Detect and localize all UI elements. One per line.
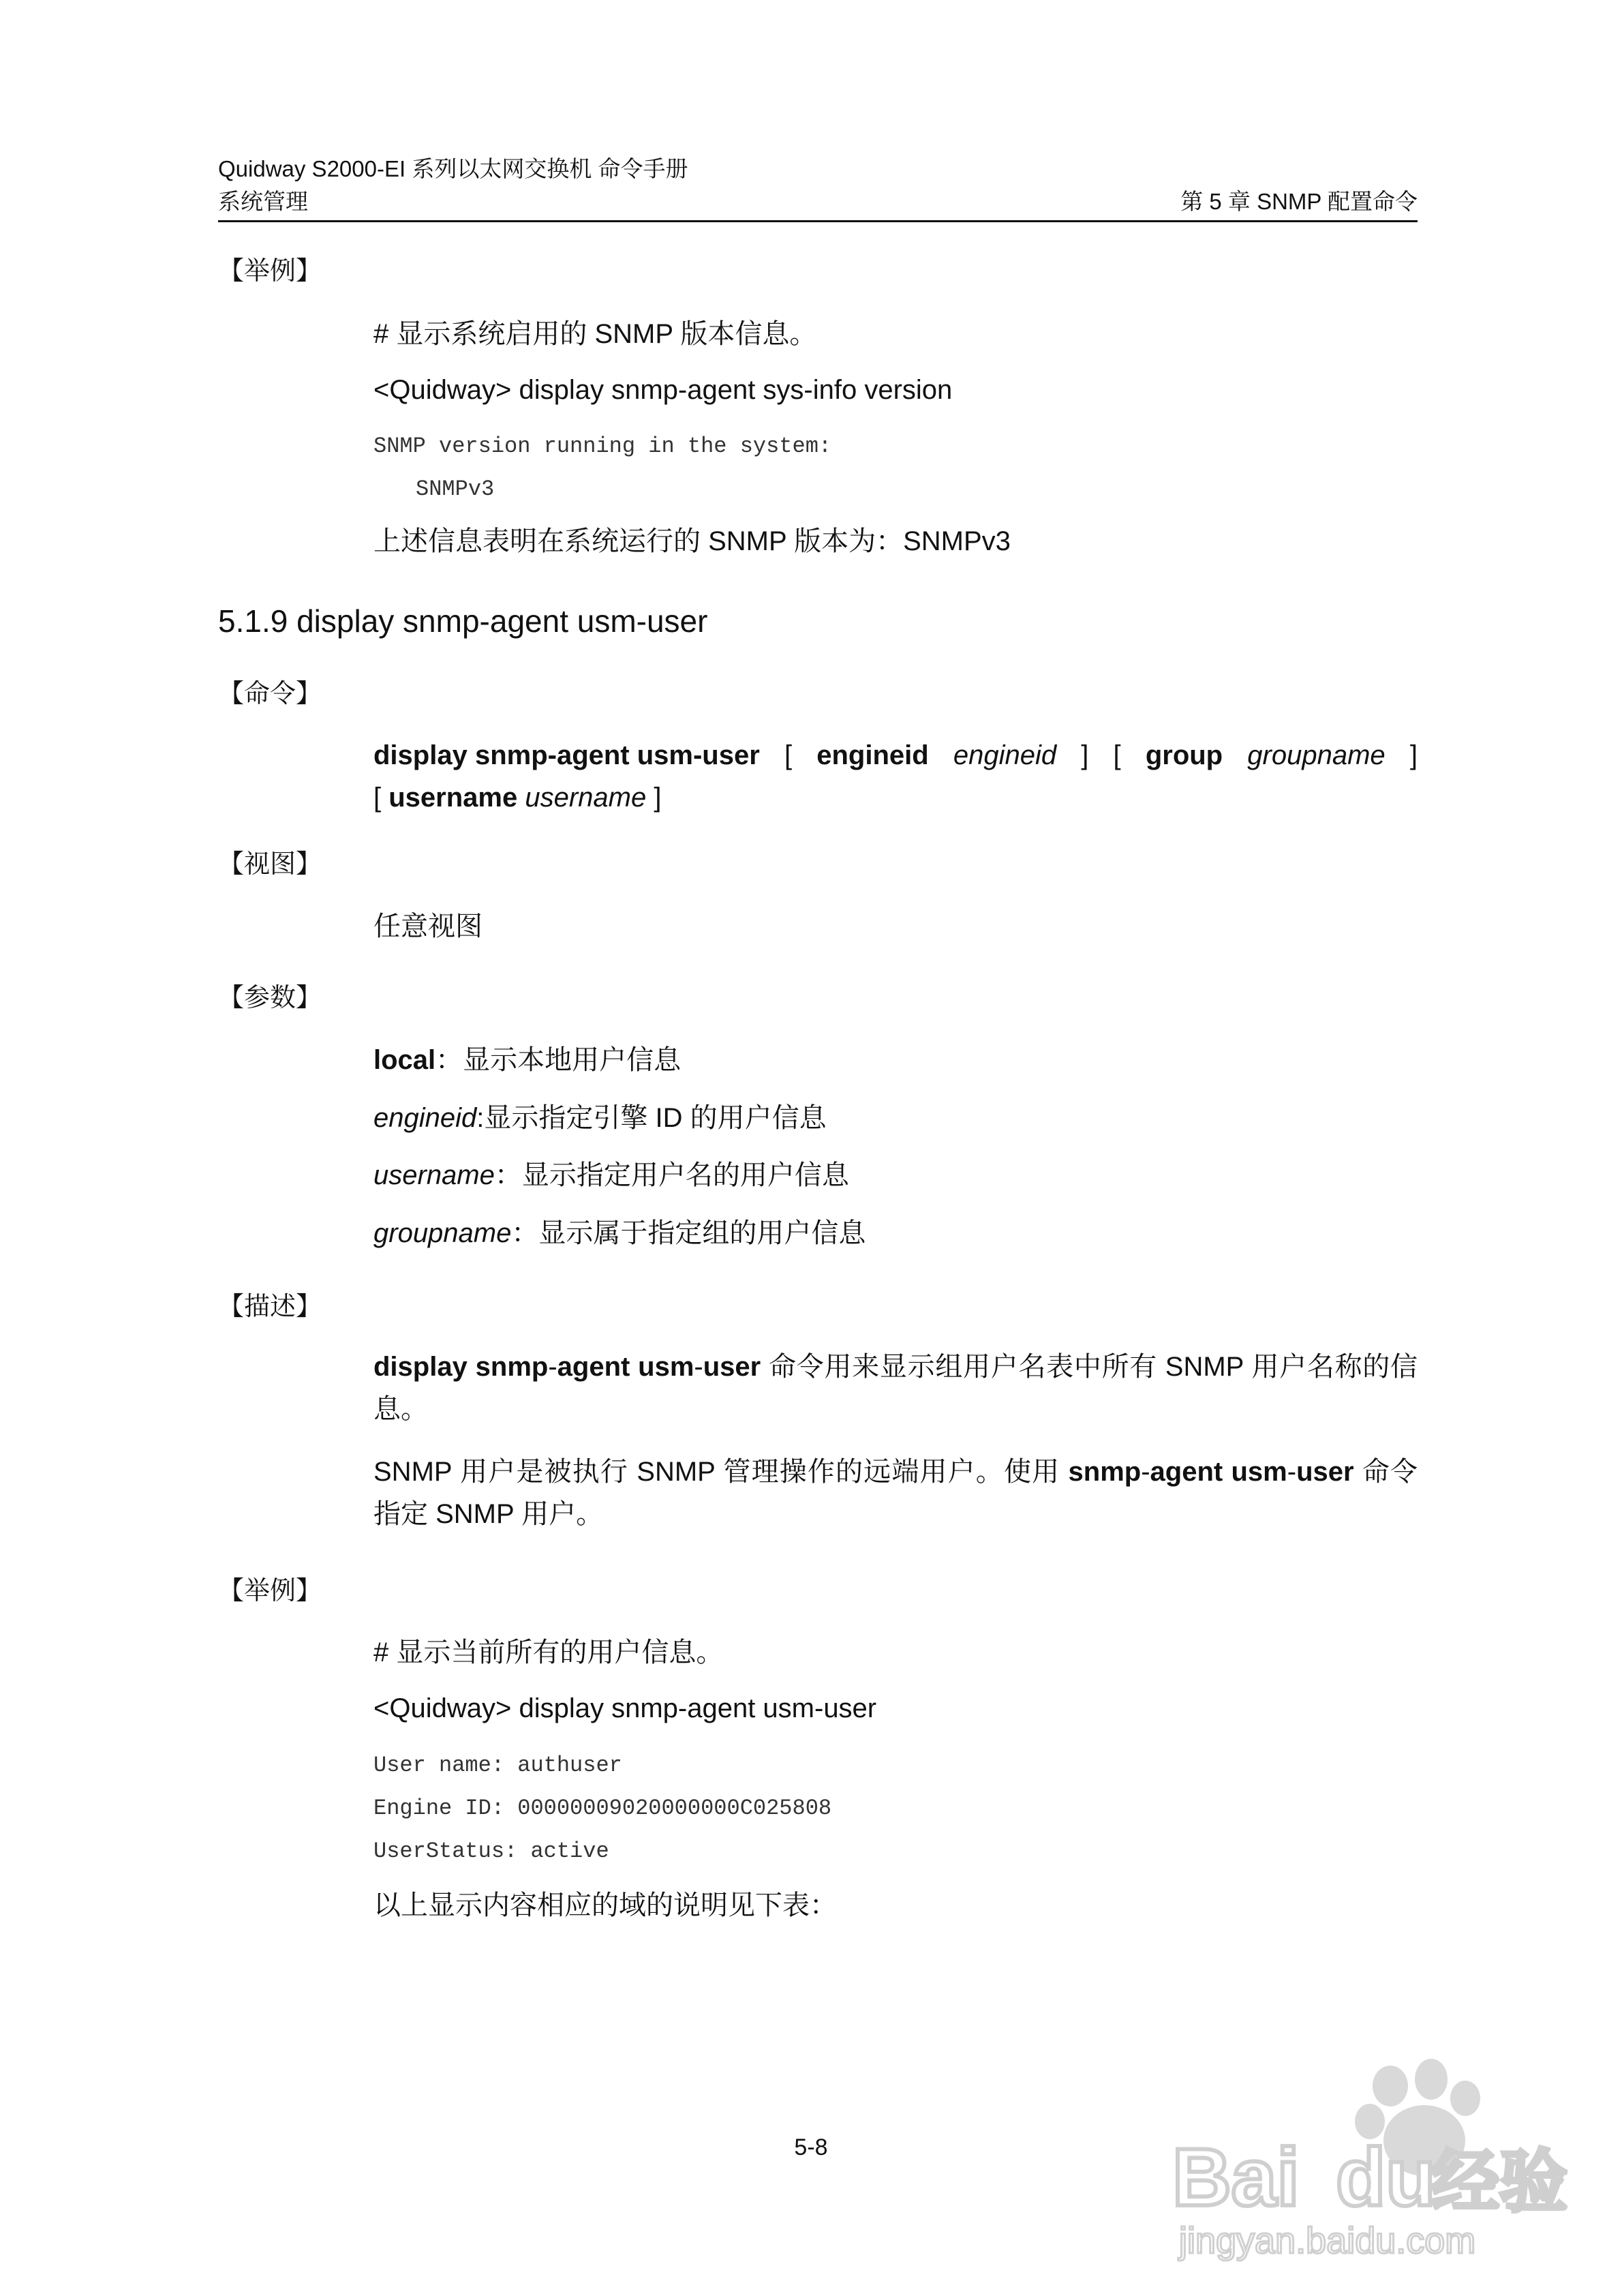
syntax-bracket: [ <box>373 783 389 813</box>
desc-text: SNMP 用户是被执行 SNMP 管理操作的远端用户。使用 <box>373 1457 1069 1487</box>
view-value: 任意视图 <box>373 911 483 941</box>
param-label: 【参数】 <box>218 984 322 1012</box>
desc-paragraph-2 <box>373 1451 1418 1535</box>
header-rule <box>218 220 1418 222</box>
desc-text: 命令用来显示组用户名表中所有 SNMP 用户名称的信息。 <box>373 1352 1418 1424</box>
watermark-brand-text: Bai <box>1172 2132 1300 2223</box>
watermark-url-text: jingyan.baidu.com <box>1179 2220 1476 2261</box>
example-comment: # 显示当前所有的用户信息。 <box>373 1637 724 1667</box>
desc-text: 命令指定 SNMP 用户。 <box>373 1457 1418 1529</box>
running-header-chapter: 第 5 章 SNMP 配置命令 <box>1180 189 1418 214</box>
syntax-line-2 <box>373 776 1418 819</box>
watermark-brand-text: 经验 <box>1431 2142 1567 2222</box>
desc-keyword: agent usm <box>1150 1457 1287 1487</box>
desc-keyword: display snmp <box>373 1352 549 1382</box>
param-desc: 显示本地用户信息 <box>463 1045 682 1075</box>
param-separator: ： <box>435 1045 463 1075</box>
param-desc: 显示指定引擎 ID 的用户信息 <box>484 1103 827 1133</box>
desc-keyword: user <box>1296 1457 1354 1487</box>
example-label: 【举例】 <box>218 1577 322 1605</box>
syntax-keyword: username <box>388 783 518 813</box>
param-name: local <box>373 1045 436 1075</box>
example-after-text: 以上显示内容相应的域的说明见下表： <box>373 1890 837 1920</box>
command-label: 【命令】 <box>218 680 322 708</box>
syntax-bracket: [ <box>784 740 793 770</box>
syntax-bracket: ] <box>646 783 662 813</box>
page-number: 5-8 <box>794 2134 828 2160</box>
param-item <box>373 1154 1418 1196</box>
syntax-bracket: ] <box>1081 740 1089 770</box>
desc-keyword: agent usm <box>557 1352 694 1382</box>
example-output-line: UserStatus: active <box>373 1839 609 1864</box>
example-comment-prev: # 显示系统启用的 SNMP 版本信息。 <box>373 319 817 349</box>
param-desc: 显示指定用户名的用户信息 <box>521 1160 849 1190</box>
syntax-keyword: group <box>1145 740 1223 770</box>
desc-dash: - <box>1287 1457 1297 1487</box>
param-name: engineid <box>373 1103 477 1133</box>
param-item <box>373 1097 1418 1139</box>
param-item <box>373 1039 1418 1081</box>
example-explain-prev: 上述信息表明在系统运行的 SNMP 版本为：SNMPv3 <box>373 526 1011 556</box>
baidu-jingyan-watermark <box>1165 2059 1567 2263</box>
example-output-line: User name: authuser <box>373 1753 622 1778</box>
syntax-keyword: engineid <box>816 740 929 770</box>
param-item <box>373 1212 1418 1254</box>
example-output-line: SNMPv3 <box>416 477 495 502</box>
example-output-line: SNMP version running in the system: <box>373 434 832 459</box>
syntax-keyword: display snmp-agent usm-user <box>373 740 760 770</box>
param-name: username <box>373 1160 495 1190</box>
syntax-bracket: [ <box>1113 740 1121 770</box>
syntax-argument: username <box>525 783 647 813</box>
example-output-line: Engine ID: 00000009020000000C025808 <box>373 1796 832 1821</box>
desc-dash: - <box>694 1352 703 1382</box>
running-header-title: Quidway S2000-EI 系列以太网交换机 命令手册 <box>218 156 688 181</box>
syntax-argument: groupname <box>1247 740 1386 770</box>
desc-paragraph-1 <box>373 1346 1418 1430</box>
param-separator: ： <box>511 1218 539 1248</box>
watermark-brand-text: du <box>1336 2132 1436 2223</box>
command-syntax <box>373 734 1418 819</box>
syntax-line-1 <box>373 734 1418 776</box>
param-separator: ： <box>494 1160 522 1190</box>
section-heading: 5.1.9 display snmp-agent usm-user <box>218 603 708 639</box>
desc-keyword: snmp <box>1068 1457 1142 1487</box>
running-header-section: 系统管理 <box>218 189 308 214</box>
desc-keyword: user <box>703 1352 761 1382</box>
example-label-prev: 【举例】 <box>218 257 322 286</box>
desc-dash: - <box>1141 1457 1150 1487</box>
watermark-logo-icon <box>1165 2059 1567 2263</box>
param-name: groupname <box>373 1218 512 1248</box>
desc-label: 【描述】 <box>218 1293 322 1321</box>
syntax-bracket: ] <box>1409 740 1418 770</box>
syntax-argument: engineid <box>953 740 1057 770</box>
example-command-prev: <Quidway> display snmp-agent sys-info version <box>373 375 953 405</box>
example-command: <Quidway> display snmp-agent usm-user <box>373 1693 877 1723</box>
desc-dash: - <box>548 1352 557 1382</box>
param-desc: 显示属于指定组的用户信息 <box>538 1218 866 1248</box>
param-separator: : <box>476 1103 485 1133</box>
view-label: 【视图】 <box>218 850 322 879</box>
